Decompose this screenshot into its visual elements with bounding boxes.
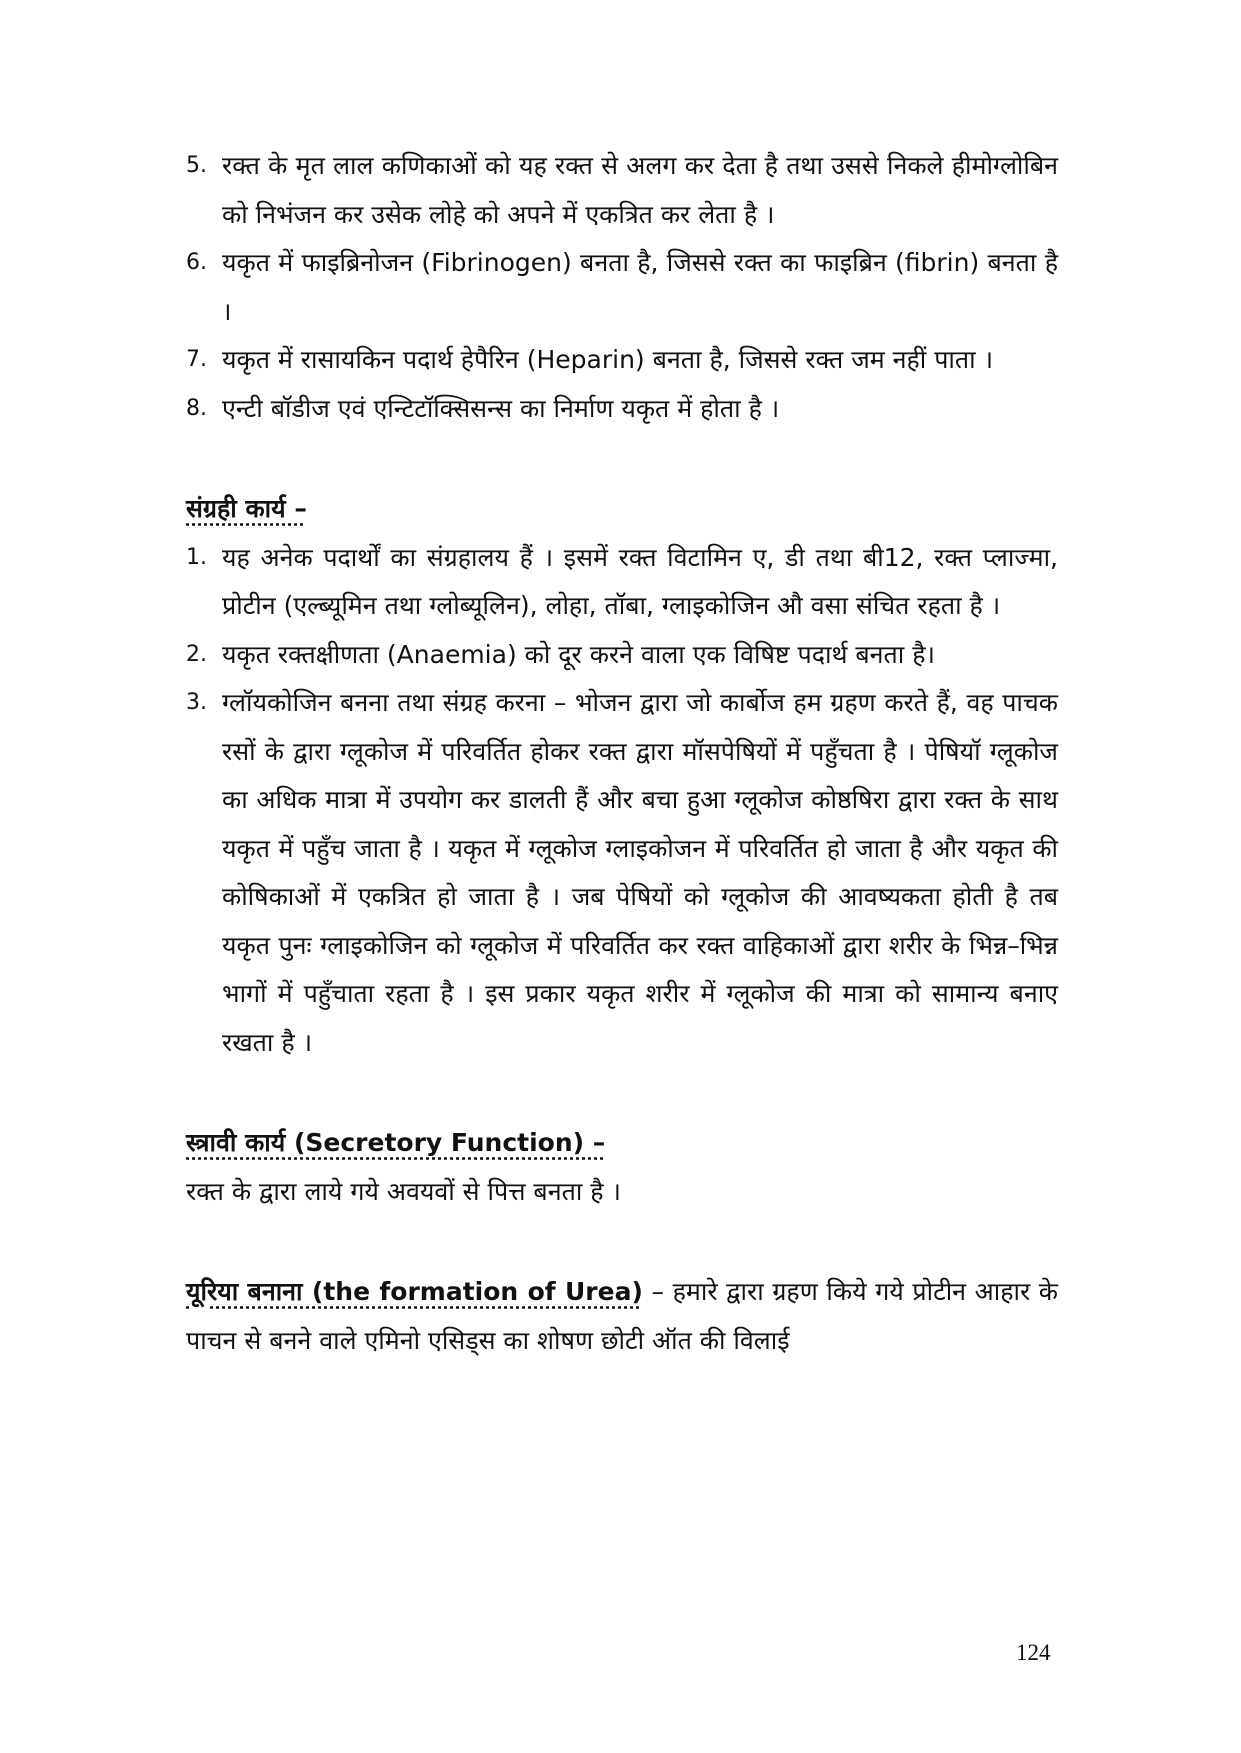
item-number: 3. [186,690,207,715]
storage-item-3 [186,679,1058,1067]
item-text: यह अनेक पदार्थों का संग्रहालय हैं । इसमें रक्त विटामिन ए, डी तथा बी12, रक्त प्लाज्मा, प्रोटीन (एल्ब्यूमिन तथा ग्लोब्यूलिन), लोहा, तॉबा, ग्लाइकोजिन औ वसा संचित रहता है । [222,542,1058,620]
storage-item-1 [186,534,1058,631]
urea-paragraph [186,1268,1058,1365]
item-text: ग्लॉयकोजिन बनना तथा संग्रह करना – भोजन द्वारा जो कार्बोज हम ग्रहण करते हैं, वह पाचक रसों के द्वारा ग्लूकोज में परिवर्तित होकर रक्त द्वारा मॉसपेषियों में पहुँचता है । पेषियॉ ग्लूकोज का अधिक मात्रा में उपयोग कर डालती हैं और बचा हुआ ग्लूकोज कोष्ठषिरा द्वारा रक्त के साथ यकृत में पहुँच जाता है । यकृत में ग्लूकोज ग्लाइकोजन में परिवर्तित हो जाता है और यकृत की कोषिकाओं में एकत्रित हो जाता है । जब पेषियों को ग्लूकोज की आवष्यकता होती है तब यकृत पुनः ग्लाइकोजिन को ग्लूकोज में परिवर्तित कर रक्त वाहिकाओं द्वारा शरीर के भिन्न–भिन्न भागों में पहुँचाता रहता है । इस प्रकार यकृत शरीर में ग्लूकोज की मात्रा को सामान्य बनाए रखता है । [222,688,1058,1057]
storage-item-2 [186,631,1058,680]
item-7 [186,336,1058,385]
item-text: एन्टी बॉडीज एवं एन्टिटॉक्सिसन्स का निर्माण यकृत में होता है । [222,393,780,423]
item-number: 8. [186,395,207,421]
secretory-section-text: रक्त के द्वारा लाये गये अवयवों से पित्त बनता है । [186,1176,621,1206]
item-text: रक्त के मृत लाल कणिकाओं को यह रक्त से अलग कर देता है तथा उससे निकले हीमोग्लोबिन को निभंजन कर उसेक लोहे को अपने में एकत्रित कर लेता है । [222,151,1058,229]
item-6 [186,239,1058,336]
urea-section-text: – हमारे द्वारा ग्रहण किये गये प्रोटीन आहार के पाचन से बनने वाले एमिनो एसिड्स का शोषण छोटी ऑत की विलाई [186,1277,1058,1355]
item-8 [186,385,1058,434]
secretory-section-heading: स्त्रावी कार्य (Secretory Function) – [186,1128,606,1157]
item-number: 5. [186,153,207,178]
page-number: 124 [1016,1640,1051,1665]
item-number: 7. [186,347,207,372]
item-number: 1. [186,544,207,570]
item-text: यकृत रक्तक्षीणता (Anaemia) को दूर करने वाला एक विषिष्ट पदार्थ बनता है। [222,639,935,669]
item-text: यकृत में फाइब्रिनोजन (Fibrinogen) बनता है, जिससे रक्त का फाइब्रिन (fibrin) बनता है । [222,248,1058,326]
page-content [186,142,1058,1365]
item-text: यकृत में रासायकिन पदार्थ हेपैरिन (Heparin) बनता है, जिससे रक्त जम नहीं पाता । [222,345,994,374]
urea-section-heading: यूरिया बनाना (the formation of Urea) [186,1277,643,1306]
item-5 [186,142,1058,239]
item-number: 2. [186,641,207,667]
storage-section-heading: संग्रही कार्य – [186,494,307,523]
item-number: 6. [186,250,207,275]
